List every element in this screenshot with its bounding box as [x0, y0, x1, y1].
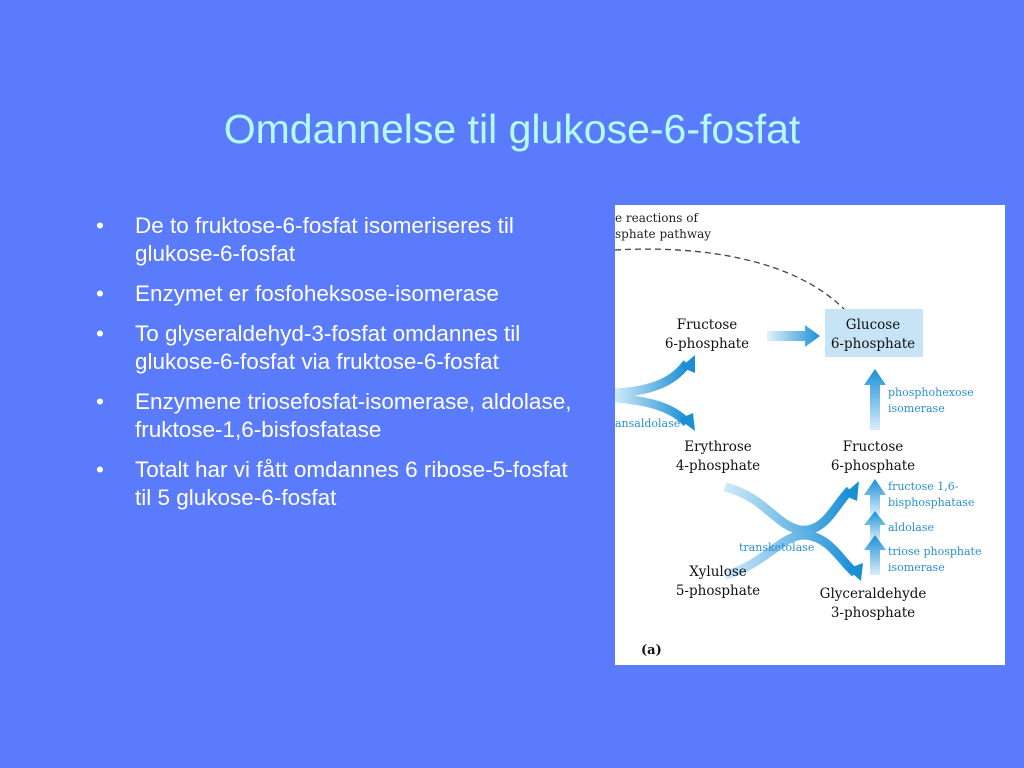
bullet-text: Enzymene triosefosfat-isomerase, aldolase, fruktose-1,6-bisfosfatase	[135, 389, 572, 442]
slide-title: Omdannelse til glukose-6-fosfat	[223, 106, 801, 152]
pathway-figure	[615, 205, 1005, 665]
bullet-glyph: •	[96, 457, 104, 482]
fructose-6p-top-label: 6-phosphate	[664, 336, 750, 352]
enzyme-fbpase: bisphosphatase	[888, 496, 975, 509]
figure-caption-line2: sphate pathway	[615, 227, 712, 241]
enzyme-tpi: isomerase	[888, 561, 945, 574]
up-arrow-icon	[864, 535, 886, 575]
figure-caption-line1: e reactions of	[615, 211, 698, 225]
bullet-text: To glyseraldehyd-3-fosfat omdannes til glukose-6-fosfat via fruktose-6-fosfat	[135, 321, 521, 374]
bullet-glyph: •	[96, 389, 104, 414]
bullet-text: Enzymet er fosfoheksose-isomerase	[135, 281, 499, 306]
up-arrow-icon	[864, 369, 886, 430]
fructose-6p-top-label: Fructose	[676, 317, 738, 333]
glucose-6p-label: Glucose	[845, 317, 901, 333]
up-arrow-icon	[864, 479, 886, 515]
xylulose-5p-label: Xylulose	[689, 564, 747, 580]
enzyme-phosphohexose-isomerase: phosphohexose	[888, 386, 974, 399]
enzyme-transaldolase: ansaldolase	[615, 417, 681, 430]
erythrose-4p-label: Erythrose	[684, 439, 752, 455]
overall-reaction-dashed-arc	[615, 249, 845, 310]
pathway-diagram	[615, 205, 1005, 665]
glyceraldehyde-3p-label: 3-phosphate	[830, 605, 916, 621]
glyceraldehyde-3p-label: Glyceraldehyde	[819, 586, 927, 602]
panel-label: (a)	[641, 643, 662, 658]
bullet-item	[96, 456, 586, 512]
enzyme-aldolase: aldolase	[888, 521, 934, 534]
enzyme-tpi: triose phosphate	[888, 545, 982, 558]
bullet-item	[96, 388, 586, 444]
bullet-item	[96, 280, 586, 308]
enzyme-transketolase: transketolase	[739, 541, 815, 554]
transketolase-curve-upper	[725, 487, 850, 530]
bullet-text: De to fruktose-6-fosfat isomeriseres til glukose-6-fosfat	[135, 213, 514, 266]
fructose-6p-right-label: 6-phosphate	[830, 458, 916, 474]
bullet-glyph: •	[96, 321, 104, 346]
glucose-6p-label: 6-phosphate	[830, 336, 916, 352]
right-arrow-icon	[767, 325, 820, 347]
bullet-item	[96, 320, 586, 376]
bullet-list	[96, 212, 586, 524]
bullet-glyph: •	[96, 213, 104, 238]
erythrose-4p-label: 4-phosphate	[675, 458, 761, 474]
transaldolase-curve-up	[615, 363, 687, 393]
bullet-glyph: •	[96, 281, 104, 306]
enzyme-fbpase: fructose 1,6-	[888, 480, 959, 493]
fructose-6p-right-label: Fructose	[842, 439, 904, 455]
bullet-text: Totalt har vi fått omdannes 6 ribose-5-fosfat til 5 glukose-6-fosfat	[135, 457, 568, 510]
xylulose-5p-label: 5-phosphate	[675, 583, 761, 599]
bullet-item	[96, 212, 586, 268]
enzyme-phosphohexose-isomerase: isomerase	[888, 402, 945, 415]
